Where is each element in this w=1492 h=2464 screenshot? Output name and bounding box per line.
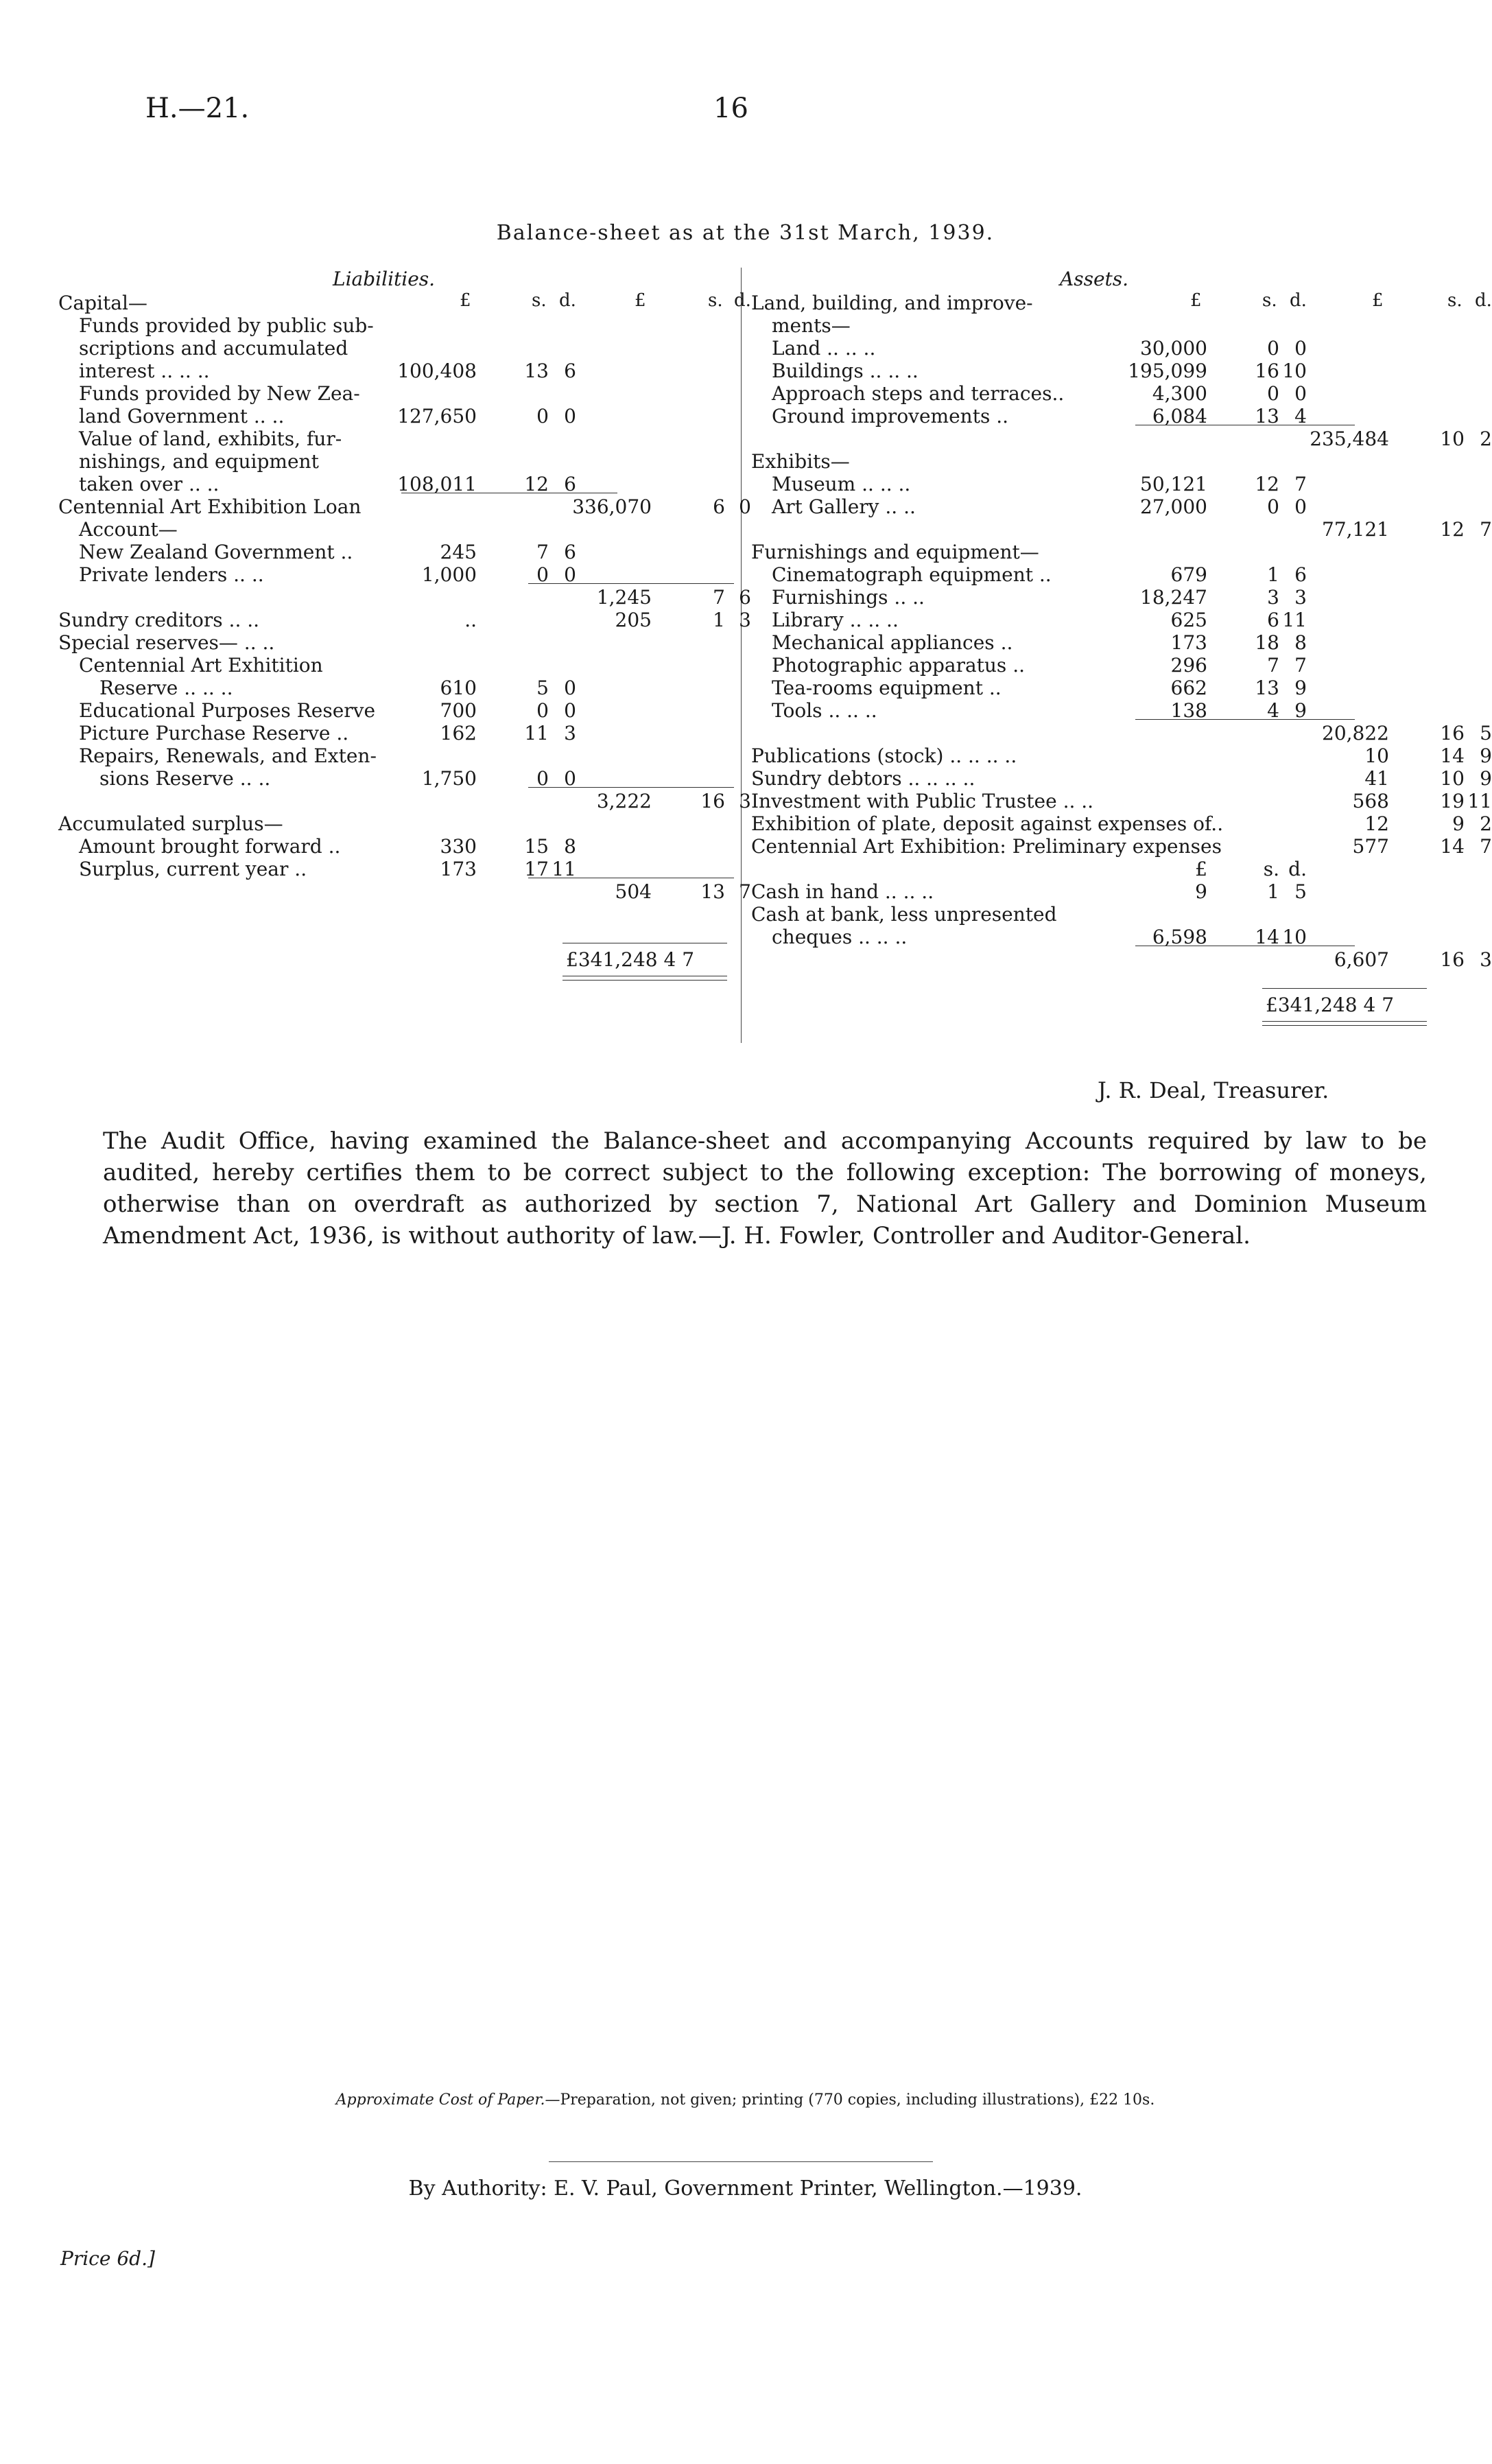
amount-cell: 13	[1255, 677, 1279, 699]
line-label: Funds provided by public sub-	[79, 314, 374, 337]
cost-note	[0, 2091, 1491, 2109]
amount-cell: 6	[1267, 609, 1279, 631]
column-head: d.	[559, 290, 576, 311]
line-label: Account—	[79, 518, 178, 541]
column-head: £	[1372, 290, 1384, 311]
amount-cell: 16	[700, 790, 725, 812]
amount-cell: 12	[1440, 518, 1465, 541]
line-label: Ground improvements ..	[772, 405, 1009, 427]
amount-cell: 7	[713, 586, 725, 609]
amount-cell: 1,000	[421, 563, 477, 586]
amount-cell: 4,300	[1152, 382, 1207, 405]
amount-cell: 3	[739, 790, 751, 812]
amount-cell: 173	[1170, 631, 1207, 654]
line-label: Photographic apparatus ..	[772, 654, 1026, 677]
subtotal-rule	[528, 787, 734, 788]
line-label: Accumulated surplus—	[58, 812, 283, 835]
amount-cell: 0	[564, 563, 576, 586]
line-label: Land .. .. ..	[772, 337, 876, 360]
amount-cell: 6	[564, 541, 576, 563]
amount-cell: 9	[1452, 812, 1465, 835]
amount-cell: 20,822	[1322, 722, 1389, 744]
amount-cell: 6	[739, 586, 751, 609]
amount-cell: 27,000	[1140, 495, 1207, 518]
line-label: Special reserves— .. ..	[58, 631, 275, 654]
amount-cell: 0	[536, 767, 549, 790]
line-label: Centennial Art Exhibition Loan	[58, 495, 362, 518]
amount-cell: 14	[1255, 926, 1279, 948]
amount-cell: 16	[1255, 360, 1279, 382]
line-label: Amount brought forward ..	[79, 835, 341, 858]
amount-cell: 18,247	[1140, 586, 1207, 609]
amount-cell: 50,121	[1140, 473, 1207, 495]
amount-cell: 195,099	[1128, 360, 1207, 382]
amount-cell: 2	[1480, 427, 1492, 450]
line-label: cheques .. .. ..	[772, 926, 908, 948]
section-heading: Assets.	[1060, 268, 1129, 290]
amount-cell: 0	[1267, 382, 1279, 405]
line-label: sions Reserve .. ..	[99, 767, 271, 790]
grand-total: £341,248 4 7	[566, 948, 695, 971]
amount-cell: 127,650	[397, 405, 477, 427]
amount-cell: 0	[564, 677, 576, 699]
amount-cell: 6	[1294, 563, 1307, 586]
amount-cell: 100,408	[397, 360, 477, 382]
line-label: Value of land, exhibits, fur-	[79, 427, 342, 450]
column-head: d.	[734, 290, 751, 311]
amount-cell: 12	[1364, 812, 1389, 835]
line-label: Museum .. .. ..	[772, 473, 911, 495]
amount-cell: 330	[440, 835, 477, 858]
amount-cell: 13	[700, 880, 725, 903]
amount-cell: 3	[1294, 586, 1307, 609]
amount-cell: 10	[1282, 360, 1307, 382]
line-label: Mechanical appliances ..	[772, 631, 1013, 654]
column-head: £	[1190, 290, 1202, 311]
amount-cell: 0	[536, 699, 549, 722]
line-label: Capital—	[58, 292, 147, 314]
amount-cell: 16	[1440, 948, 1465, 971]
audit-certificate: The Audit Office, having examined the Balance-sheet and accompanying Accounts required by law to be audited, hereby certifies them to be correct subject to the following exception: The borrowing of moneys, otherwise than on overdraft as authorized by section 7, National Art Gallery and Dominion Museum Amendment Act, 1936, is without authority of law.—J. H. Fowler, Controller and Auditor-General.	[103, 1127, 1427, 1249]
amount-cell: 0	[536, 405, 549, 427]
amount-cell: 13	[1255, 405, 1279, 427]
amount-cell: 0	[1294, 495, 1307, 518]
line-label: New Zealand Government ..	[79, 541, 353, 563]
amount-cell: 205	[615, 609, 652, 631]
amount-cell: 662	[1170, 677, 1207, 699]
amount-cell: 3,222	[596, 790, 652, 812]
line-label: Private lenders .. ..	[79, 563, 264, 586]
amount-cell: 7	[1267, 654, 1279, 677]
amount-cell: 9	[1195, 880, 1207, 903]
amount-cell: 18	[1255, 631, 1279, 654]
page-title: Balance-sheet as at the 31st March, 1939.	[496, 221, 995, 245]
amount-cell: 138	[1170, 699, 1207, 722]
amount-cell: £	[1195, 858, 1207, 880]
column-head: £	[635, 290, 646, 311]
total-rule	[1262, 1025, 1427, 1026]
amount-cell: 0	[739, 495, 751, 518]
amount-cell: 1,245	[596, 586, 652, 609]
amount-cell: 7	[536, 541, 549, 563]
amount-cell: 10	[1282, 926, 1307, 948]
amount-cell: 6	[713, 495, 725, 518]
total-rule	[1262, 1021, 1427, 1022]
line-label: Sundry debtors .. .. .. ..	[751, 767, 975, 790]
amount-cell: ..	[464, 609, 477, 631]
line-label: Cash in hand .. .. ..	[751, 880, 934, 903]
line-label: Reserve .. .. ..	[99, 677, 233, 699]
line-label: Exhibition of plate, deposit against expenses of..	[751, 812, 1224, 835]
amount-cell: 11	[552, 858, 576, 880]
grand-total: £341,248 4 7	[1266, 994, 1395, 1016]
amount-cell: 11	[524, 722, 549, 744]
amount-cell: d.	[1288, 858, 1307, 880]
amount-cell: 10	[1440, 767, 1465, 790]
column-head: d.	[1290, 290, 1307, 311]
line-label: taken over .. ..	[79, 473, 220, 495]
amount-cell: 0	[536, 563, 549, 586]
amount-cell: 4	[1267, 699, 1279, 722]
amount-cell: 625	[1170, 609, 1207, 631]
page-number: 16	[713, 93, 748, 124]
amount-cell: 0	[564, 405, 576, 427]
amount-cell: 1,750	[421, 767, 477, 790]
total-rule	[1262, 988, 1427, 989]
line-label: scriptions and accumulated	[79, 337, 348, 360]
amount-cell: 11	[1282, 609, 1307, 631]
amount-cell: 41	[1364, 767, 1389, 790]
line-label: Land, building, and improve-	[751, 292, 1033, 314]
line-label: land Government .. ..	[79, 405, 285, 427]
amount-cell: 9	[1294, 699, 1307, 722]
amount-cell: 5	[536, 677, 549, 699]
amount-cell: 10	[1440, 427, 1465, 450]
amount-cell: 11	[1467, 790, 1492, 812]
line-label: Picture Purchase Reserve ..	[79, 722, 349, 744]
amount-cell: 16	[1440, 722, 1465, 744]
amount-cell: 8	[1294, 631, 1307, 654]
amount-cell: 10	[1364, 744, 1389, 767]
line-label: Buildings .. .. ..	[772, 360, 919, 382]
balance-sheet	[58, 268, 1492, 1057]
column-head: d.	[1475, 290, 1492, 311]
amount-cell: 6,607	[1334, 948, 1389, 971]
amount-cell: 5	[1294, 880, 1307, 903]
amount-cell: 14	[1440, 744, 1465, 767]
amount-cell: 3	[739, 609, 751, 631]
amount-cell: 30,000	[1140, 337, 1207, 360]
price-note: Price 6d.]	[60, 2247, 155, 2270]
amount-cell: 9	[1480, 767, 1492, 790]
line-label: ments—	[772, 314, 851, 337]
line-label: Tea-rooms equipment ..	[772, 677, 1002, 699]
amount-cell: 6	[564, 473, 576, 495]
line-label: interest .. .. ..	[79, 360, 210, 382]
amount-cell: 9	[1294, 677, 1307, 699]
amount-cell: 7	[1480, 835, 1492, 858]
amount-cell: 6	[564, 360, 576, 382]
amount-cell: 568	[1352, 790, 1389, 812]
line-label: Art Gallery .. ..	[772, 495, 916, 518]
amount-cell: 0	[1267, 495, 1279, 518]
amount-cell: 3	[1267, 586, 1279, 609]
line-label: Funds provided by New Zea-	[79, 382, 360, 405]
amount-cell: 0	[1294, 337, 1307, 360]
amount-cell: 3	[1480, 948, 1492, 971]
amount-cell: 0	[564, 767, 576, 790]
subtotal-rule	[1135, 719, 1355, 720]
amount-cell: 7	[1294, 473, 1307, 495]
amount-cell: 6,598	[1152, 926, 1207, 948]
amount-cell: 577	[1352, 835, 1389, 858]
subtotal-rule	[528, 583, 734, 584]
amount-cell: 0	[1267, 337, 1279, 360]
section-heading: Liabilities.	[333, 268, 436, 290]
column-head: s.	[1447, 290, 1463, 311]
amount-cell: 2	[1480, 812, 1492, 835]
line-label: Sundry creditors .. ..	[58, 609, 260, 631]
footer-rule	[549, 2161, 933, 2162]
column-divider	[741, 268, 742, 1043]
amount-cell: 1	[1267, 563, 1279, 586]
amount-cell: 7	[739, 880, 751, 903]
amount-cell: 13	[524, 360, 549, 382]
line-label: Repairs, Renewals, and Exten-	[79, 744, 377, 767]
cost-note-label: Approximate Cost of Paper.	[335, 2091, 545, 2109]
amount-cell: 12	[524, 473, 549, 495]
amount-cell: 4	[1294, 405, 1307, 427]
total-rule	[563, 980, 727, 981]
column-head: £	[460, 290, 471, 311]
line-label: Cash at bank, less unpresented	[751, 903, 1057, 926]
cost-note-text: —Preparation, not given; printing (770 copies, including illustrations), £22 10s.	[545, 2091, 1155, 2109]
amount-cell: 5	[1480, 722, 1492, 744]
amount-cell: 336,070	[572, 495, 652, 518]
amount-cell: 504	[615, 880, 652, 903]
amount-cell: 162	[440, 722, 477, 744]
line-label: Cinematograph equipment ..	[772, 563, 1052, 586]
line-label: Furnishings and equipment—	[751, 541, 1039, 563]
amount-cell: 245	[440, 541, 477, 563]
amount-cell: 1	[713, 609, 725, 631]
amount-cell: 15	[524, 835, 549, 858]
amount-cell: 12	[1255, 473, 1279, 495]
amount-cell: 6,084	[1152, 405, 1207, 427]
amount-cell: 9	[1480, 744, 1492, 767]
amount-cell: 3	[564, 722, 576, 744]
line-label: Publications (stock) .. .. .. ..	[751, 744, 1017, 767]
line-label: Investment with Public Trustee .. ..	[751, 790, 1094, 812]
amount-cell: 17	[524, 858, 549, 880]
line-label: Educational Purposes Reserve	[79, 699, 376, 722]
amount-cell: 235,484	[1310, 427, 1389, 450]
amount-cell: 679	[1170, 563, 1207, 586]
line-label: Approach steps and terraces..	[772, 382, 1065, 405]
amount-cell: 296	[1170, 654, 1207, 677]
amount-cell: 7	[1480, 518, 1492, 541]
amount-cell: 77,121	[1322, 518, 1389, 541]
line-label: Exhibits—	[751, 450, 850, 473]
line-label: Library .. .. ..	[772, 609, 899, 631]
line-label: Centennial Art Exhibition: Preliminary expenses	[751, 835, 1222, 858]
line-label: Furnishings .. ..	[772, 586, 925, 609]
column-head: s.	[708, 290, 723, 311]
amount-cell: 0	[564, 699, 576, 722]
amount-cell: 7	[1294, 654, 1307, 677]
amount-cell: 14	[1440, 835, 1465, 858]
amount-cell: 173	[440, 858, 477, 880]
amount-cell: s.	[1263, 858, 1279, 880]
line-label: nishings, and equipment	[79, 450, 319, 473]
line-label: Surplus, current year ..	[79, 858, 307, 880]
amount-cell: 19	[1440, 790, 1465, 812]
column-head: s.	[532, 290, 547, 311]
document-code: H.—21.	[145, 93, 250, 124]
treasurer-signature: J. R. Deal, Treasurer.	[1098, 1077, 1329, 1103]
amount-cell: 8	[564, 835, 576, 858]
amount-cell: 610	[440, 677, 477, 699]
amount-cell: 0	[1294, 382, 1307, 405]
line-label: Tools .. .. ..	[772, 699, 877, 722]
line-label: Centennial Art Exhitition	[79, 654, 323, 677]
amount-cell: 700	[440, 699, 477, 722]
amount-cell: 108,011	[397, 473, 477, 495]
amount-cell: 1	[1267, 880, 1279, 903]
printer-authority: By Authority: E. V. Paul, Government Printer, Wellington.—1939.	[408, 2176, 1082, 2201]
column-head: s.	[1262, 290, 1277, 311]
